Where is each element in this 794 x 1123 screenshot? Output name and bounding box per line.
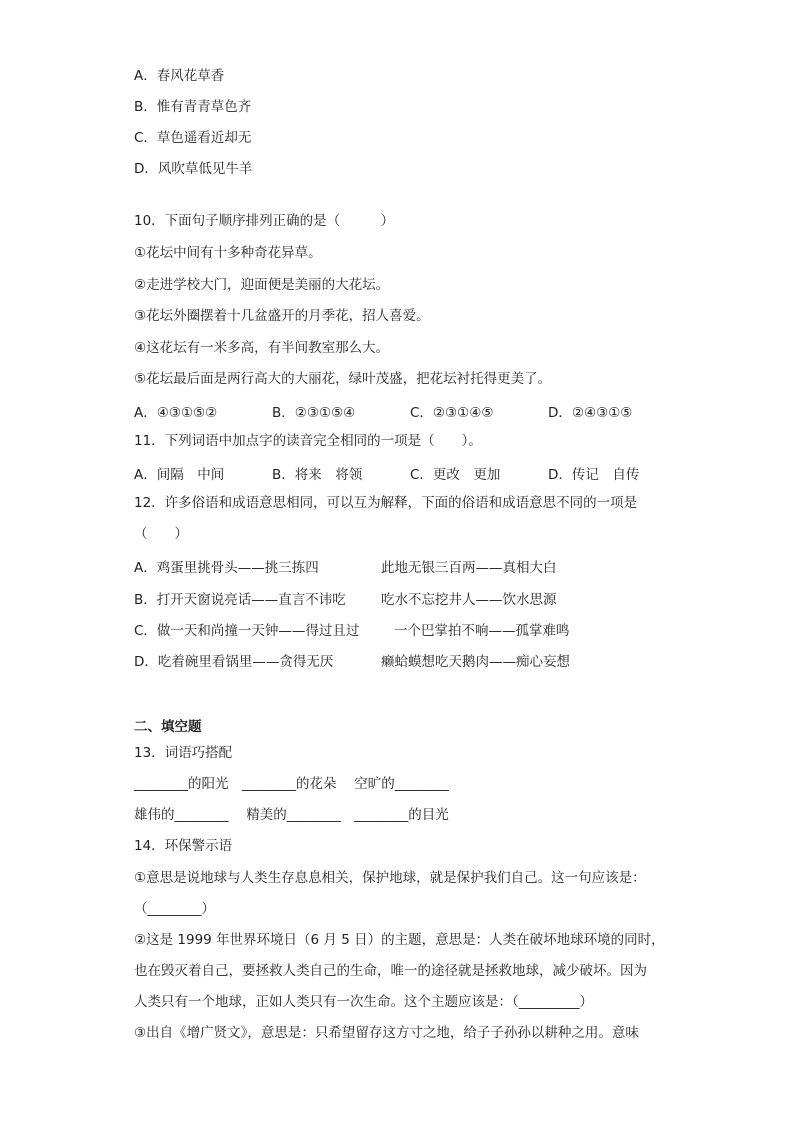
q11-stem: 11．下列词语中加点字的读音完全相同的一项是（ ）。	[134, 433, 482, 449]
q10-item-3: ③花坛外圈摆着十几盆盛开的月季花，招人喜爱。	[134, 308, 430, 324]
q11-option-a: A．间隔 中间	[134, 467, 225, 483]
q10-option-d: D．②④③①⑤	[548, 405, 633, 421]
q14-stem: 14．环保警示语	[134, 838, 233, 854]
q10-item-5: ⑤花坛最后面是两行高大的大丽花，绿叶茂盛，把花坛衬托得更美了。	[134, 371, 552, 387]
q12-option-a-right: 此地无银三百两——真相大白	[381, 560, 557, 576]
q12-option-d-right: 癞蛤蟆想吃天鹅肉——痴心妄想	[381, 654, 570, 670]
q12-option-b-right: 吃水不忘挖井人——饮水思源	[381, 592, 557, 608]
q10-item-4: ④这花坛有一米多高，有半间教室那么大。	[134, 340, 390, 356]
q14-line-4: 也在毁灭着自己，要拯救人类自己的生命，唯一的途径就是拯救地球，减少破坏。因为	[134, 963, 647, 979]
q14-line-6: ③出自《增广贤文》，意思是：只希望留存这方寸之地，给子子孙孙以耕种之用。意味	[134, 1025, 639, 1041]
q12-paren: （ ）	[134, 526, 188, 542]
q14-line-5: 人类只有一个地球，正如人类只有一次生命。这个主题应该是：（_________）	[134, 994, 593, 1010]
q10-option-b: B．②③①⑤④	[272, 405, 356, 421]
q12-option-a-left: A．鸡蛋里挑骨头——挑三拣四	[134, 560, 319, 576]
section-heading: 二、填空题	[134, 719, 202, 735]
q13-row-2: 雄伟的________ 精美的________ ________的目光	[134, 807, 449, 823]
q9-option-d: D．风吹草低见牛羊	[134, 161, 253, 177]
q10-item-2: ②走进学校大门，迎面便是美丽的大花坛。	[134, 277, 390, 293]
q10-stem: 10．下面句子顺序排列正确的是（ ）	[134, 213, 395, 229]
q13-row-1: ________的阳光 ________的花朵 空旷的________	[134, 776, 449, 792]
q12-stem: 12．许多俗语和成语意思相同，可以互为解释，下面的俗语和成语意思不同的一项是	[134, 495, 638, 511]
q11-option-d: D．传记 自传	[548, 467, 640, 483]
q10-option-a: A．④③①⑤②	[134, 405, 218, 421]
q12-option-c-left: C．做一天和尚撞一天钟——得过且过	[134, 623, 360, 639]
q13-stem: 13．词语巧搭配	[134, 745, 233, 761]
q12-option-d-left: D．吃着碗里看锅里——贪得无厌	[134, 654, 334, 670]
q11-option-b: B．将来 将领	[272, 467, 363, 483]
q11-option-c: C．更改 更加	[410, 467, 501, 483]
q10-item-1: ①花坛中间有十多种奇花异草。	[134, 245, 322, 261]
q12-option-c-right: 一个巴掌拍不响——孤掌难鸣	[394, 623, 570, 639]
q10-option-c: C．②③①④⑤	[410, 405, 494, 421]
q14-line-3: ②这是 1999 年世界环境日（6 月 5 日）的主题，意思是：人类在破坏地球环境的同时，	[134, 932, 665, 948]
q9-option-c: C．草色遥看近却无	[134, 130, 252, 146]
q14-line-1: ①意思是说地球与人类生存息息相关，保护地球，就是保护我们自己。这一句应该是：	[134, 870, 646, 886]
q12-option-b-left: B．打开天窗说亮话——直言不讳吃	[134, 592, 346, 608]
q9-option-a: A．春风花草香	[134, 68, 225, 84]
q9-option-b: B．惟有青青草色齐	[134, 99, 252, 115]
q14-line-2: （________）	[134, 901, 215, 917]
